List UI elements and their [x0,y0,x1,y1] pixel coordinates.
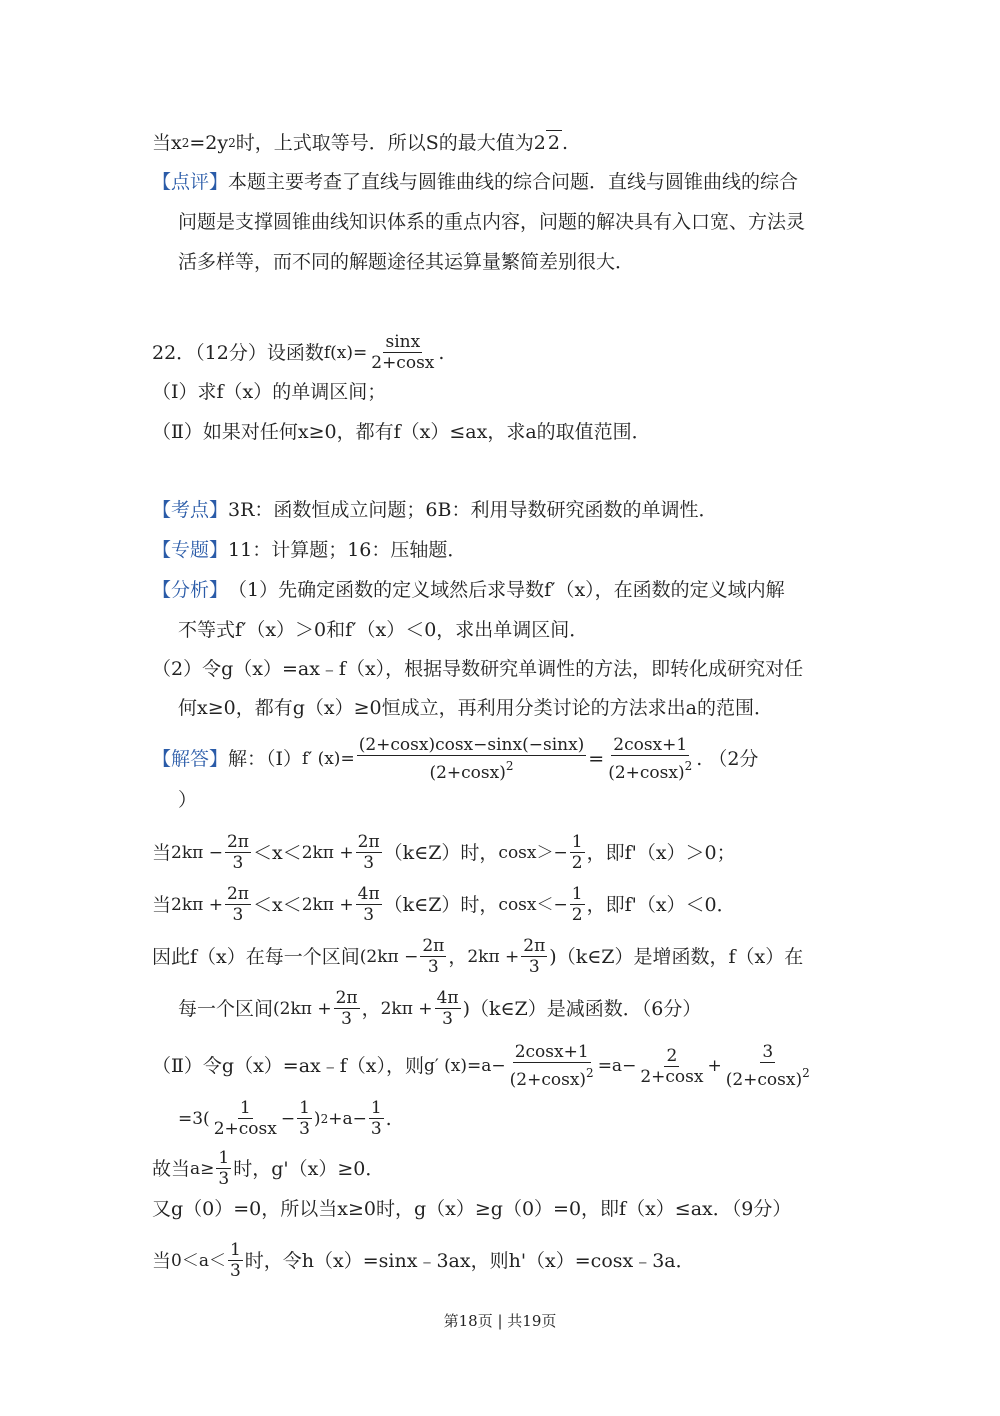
text: 2 [571,853,583,873]
fenxi-line [178,696,773,720]
text: 当x [152,131,182,154]
text: (2kπ − [359,946,419,967]
text: 2π [226,884,249,904]
text: 2kπ + [301,842,354,863]
fraction [228,1240,243,1281]
text: +a− [328,1108,367,1129]
text: 活多样等，而不同的解题途径其运算量繁简差别很大． [178,251,635,273]
text: 2 [505,759,514,773]
text: (2+cosx) [725,1070,803,1090]
text: 又g（0）=0，所以当x≥0时，g（x）≥g（0）=0，即f（x）≤ax．（9分） [152,1198,792,1220]
text: 4π [436,988,459,1008]
fraction [356,832,382,873]
text: 2π [226,832,249,852]
question-part-1 [152,380,386,404]
text: 不等式f′（x）＞0和f′（x）＜0，求出单调区间． [178,619,589,641]
text: )（k∈Z）是增函数，f（x）在 [549,945,804,968]
text: 2π [422,936,445,956]
numerator: sinx [385,332,421,352]
text: 2 [320,1111,329,1126]
text: 1 [229,1240,241,1260]
text: 本题主要考查了直线与圆锥曲线的综合问题．直线与圆锥曲线的综合 [228,171,799,193]
fraction [435,988,461,1029]
text: （Ⅱ）令g（x）=ax﹣f（x），则 [152,1055,425,1077]
text-line [152,130,568,155]
text: 3 [427,957,439,977]
fraction [356,884,382,925]
text: 3 [370,1119,382,1139]
text: ，即f'（x）＜0． [586,893,736,916]
section-tag-fenxi: 【分析】 [152,579,229,601]
answer-line [152,735,758,783]
text: 问题是支撑圆锥曲线知识体系的重点内容，问题的解决具有入口宽、方法灵 [178,211,806,233]
answer-line [152,1240,695,1281]
text: （Ⅱ）如果对任何x≥0，都有f（x）≤ax，求a的取值范围． [152,421,651,443]
fenxi-line [152,578,785,602]
fraction [297,1098,312,1139]
text: （k∈Z）时， [383,841,499,864]
text: =3( [178,1108,210,1129]
fraction [225,884,251,925]
text: 1 [571,832,583,852]
text: + [707,1056,722,1076]
text: . [385,1107,392,1130]
answer-line [152,1197,791,1221]
text: 3 [232,905,244,925]
fenxi-line [178,618,588,642]
text: 2kπ + [301,894,354,915]
text: )（k∈Z）是减函数．（6分） [462,997,702,1020]
text: − [280,1108,296,1129]
text: 2 [586,1066,594,1080]
text: ， [361,997,381,1020]
text: 2cosx+1 [514,1042,589,1062]
comment-line [178,210,805,234]
text: (2+cosx) [608,763,685,783]
text: 解：（Ⅰ） [228,748,303,770]
text: 时，令h（x）=sinx﹣3ax，则h'（x）=cosx﹣3a． [244,1249,695,1272]
text: 2 [684,759,693,773]
fraction [369,332,436,373]
text: . [438,341,445,364]
page-footer: 第18页 | 共19页 [443,1312,557,1330]
text: 2π [523,936,546,956]
text: 3 [232,853,244,873]
text: 2kπ + [171,894,223,915]
text: 11：计算题；16：压轴题． [228,539,467,561]
subscript: 2 [228,135,236,150]
text: 2 [571,905,583,925]
fraction [638,1046,705,1087]
denominator [427,756,515,783]
text: 1 [218,1148,230,1168]
answer-line [178,1098,392,1139]
numerator: 2cosx+1 [613,735,688,755]
fraction [334,988,360,1029]
text: 何x≥0，都有g（x）≥0恒成立，再利用分类讨论的方法求出a的范围． [178,697,773,719]
text: （Ⅰ）求f（x）的单调区间； [152,381,387,403]
zhuanti-line [152,538,466,562]
fraction [508,1042,596,1090]
comment-line [152,170,798,194]
section-tag-jieda: 【解答】 [152,748,229,770]
text: 3 [229,1261,241,1281]
fraction [212,1098,279,1139]
fenxi-line [152,657,803,681]
text: 1 [239,1098,251,1118]
text: ＜x＜ [252,893,302,916]
text: =2y [189,131,229,154]
text: ， [448,945,468,968]
text: a≥ [190,1158,215,1179]
math: f(x)= [323,342,368,363]
answer-line [152,936,803,977]
text: 1 [370,1098,382,1118]
text: 时，g'（x）≥0． [233,1157,385,1180]
text: 2π [335,988,358,1008]
fraction [724,1042,812,1090]
text: 2kπ + [380,998,433,1019]
comment-line [178,250,634,274]
text: 4π [357,884,380,904]
text: 故当 [152,1157,191,1180]
fraction [357,735,587,783]
text: . [561,131,568,154]
text: . （2分 [696,748,759,770]
text: 3 [299,1119,310,1139]
text: 2+cosx [213,1119,277,1139]
kaodian-line [152,498,717,522]
question-part-2 [152,420,651,444]
text: 1 [299,1098,310,1118]
text: 3 [218,1169,230,1189]
text: 2kπ − [171,842,223,863]
section-tag-kaodian: 【考点】 [152,499,229,521]
text: 当 [152,1249,172,1272]
answer-line [152,832,736,873]
text: g′ (x)=a− [424,1056,506,1076]
denominator [606,756,694,783]
answer-line [178,788,197,812]
text: ，即f'（x）＞0； [586,841,736,864]
text: 2kπ + [467,946,520,967]
text: 22．（12分）设函数 [152,341,324,364]
text: 0＜a＜ [171,1250,226,1271]
section-tag-comment: 【点评】 [152,171,229,193]
text: （2）令g（x）=ax﹣f（x），根据导数研究单调性的方法，即转化成研究对任 [152,658,804,680]
answer-line [152,1042,814,1090]
text: ＜x＜ [252,841,302,864]
answer-line [152,1148,384,1189]
text: 3 [363,905,375,925]
text: ) [313,1108,321,1129]
fraction [369,1098,384,1139]
fraction [606,735,694,783]
text: ） [178,789,198,811]
text: (2+cosx) [429,763,506,783]
numerator: (2+cosx)cosx−sinx(−sinx) [358,735,585,755]
text: 3 [341,1009,352,1029]
text: cosx＜− [498,894,568,915]
text: 3R：函数恒成立问题；6B：利用导数研究函数的单调性． [228,499,718,521]
text: 当 [152,893,172,916]
text: 当 [152,841,172,864]
text: (2+cosx) [509,1070,587,1090]
answer-line [178,988,701,1029]
fraction [225,832,251,873]
question-title [152,332,444,373]
math: f′ (x)= [302,749,355,769]
text: （k∈Z）时， [383,893,499,916]
fraction [570,884,585,925]
text: 每一个区间 [178,997,274,1020]
text: cosx＞− [498,842,568,863]
fraction [570,832,585,873]
text: （1）先确定函数的定义域然后求导数f′（x），在函数的定义域内解 [228,579,785,601]
sqrt-radicand: 2 [547,132,560,154]
fraction [521,936,547,977]
fraction [216,1148,231,1189]
text: 2π [357,832,380,852]
text: 1 [571,884,583,904]
text: 3 [363,853,375,873]
text: 时，上式取等号．所以S的最大值为2 [235,131,546,154]
text: =a− [597,1056,637,1076]
text: 3 [762,1042,774,1062]
text: (2kπ + [273,998,332,1019]
text: 因此f（x）在每一个区间 [152,945,360,968]
answer-line [152,884,736,925]
subscript: 2 [181,135,190,150]
section-tag-zhuanti: 【专题】 [152,539,229,561]
text: 2+cosx [640,1066,704,1087]
text: = [588,748,605,770]
text: 3 [442,1009,453,1029]
fraction [420,936,446,977]
text: 2 [666,1045,678,1066]
denominator: 2+cosx [371,353,435,373]
text: 3 [528,957,540,977]
text: 2 [802,1066,810,1080]
